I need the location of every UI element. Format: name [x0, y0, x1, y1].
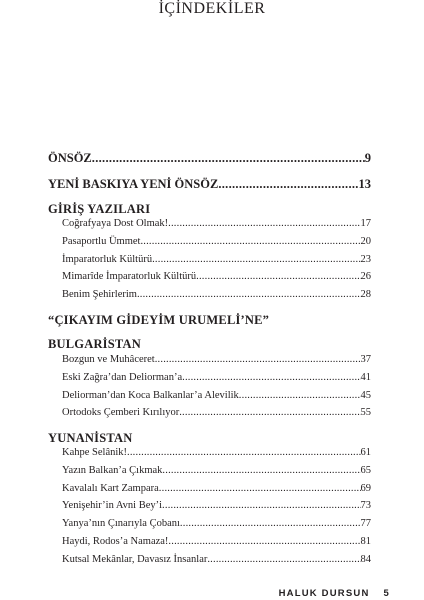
section-heading: “ÇIKAYIM GİDEYİM URUMELİ’NE” — [48, 313, 270, 327]
toc-section-bulgaristan — [48, 337, 371, 352]
dot-leader — [137, 286, 361, 304]
toc-entry[interactable] — [48, 497, 371, 515]
entry-title: Haydi, Rodos’a Namaza! — [62, 535, 169, 547]
toc-entry[interactable] — [48, 515, 371, 533]
entry-title: Pasaportlu Ümmet — [62, 235, 141, 247]
entry-page: 69 — [360, 482, 371, 494]
dot-leader — [127, 444, 360, 462]
dot-leader — [207, 551, 360, 569]
toc-entry-yeni-baskiya[interactable] — [48, 177, 371, 192]
toc-section-bulgaristan-entries — [48, 351, 371, 422]
toc-entry[interactable] — [48, 551, 371, 569]
toc-section-giris-entries — [48, 215, 371, 304]
entry-page: 45 — [360, 389, 371, 401]
entry-title: İmparatorluk Kültürü — [62, 253, 153, 265]
entry-title: Coğrafyaya Dost Olmak! — [62, 218, 169, 229]
dot-leader — [162, 497, 360, 515]
entry-page: 84 — [360, 553, 371, 565]
entry-page: 65 — [360, 464, 371, 476]
entry-page: 17 — [360, 218, 371, 229]
entry-page: 26 — [360, 271, 371, 283]
dot-leader — [180, 515, 361, 533]
toc-entry[interactable] — [48, 462, 371, 480]
toc-entry[interactable] — [48, 233, 371, 251]
entry-title: Mimarîde İmparatorluk Kültürü — [62, 271, 197, 283]
toc-entry[interactable] — [48, 215, 371, 233]
dot-leader — [152, 251, 360, 269]
entry-page: 81 — [360, 535, 371, 547]
toc-entry[interactable] — [48, 268, 371, 286]
dot-leader — [182, 369, 360, 387]
entry-page: 61 — [360, 447, 371, 458]
toc-entry[interactable] — [48, 286, 371, 304]
dot-leader — [168, 215, 360, 233]
dot-leader — [196, 268, 360, 286]
toc-entry[interactable] — [48, 351, 371, 369]
toc-entry[interactable] — [48, 387, 371, 405]
entry-title: Bozgun ve Muhâceret — [62, 354, 155, 365]
entry-title: Kutsal Mekânlar, Davasız İnsanlar — [62, 553, 208, 565]
dot-leader — [140, 233, 360, 251]
entry-page: 41 — [360, 371, 371, 383]
toc-entry[interactable] — [48, 444, 371, 462]
entry-title: Deliorman’dan Koca Balkanlar’a Alevilik — [62, 389, 239, 401]
toc-section-cikayim[interactable] — [48, 313, 371, 328]
entry-title: Kavalalı Kart Zampara — [62, 482, 159, 494]
entry-title: ÖNSÖZ — [48, 151, 92, 165]
page-number: 5 — [383, 588, 390, 599]
page-footer — [279, 588, 390, 599]
dot-leader — [218, 177, 358, 192]
entry-page: 28 — [360, 289, 371, 301]
toc-entry[interactable] — [48, 480, 371, 498]
entry-page: 9 — [364, 151, 371, 165]
entry-page: 23 — [360, 253, 371, 265]
toc-entry[interactable] — [48, 251, 371, 269]
dot-leader — [155, 351, 361, 369]
toc-entry[interactable] — [48, 369, 371, 387]
dot-leader — [179, 404, 360, 422]
entry-page: 77 — [360, 518, 371, 530]
entry-title: Benim Şehirlerim — [62, 289, 137, 301]
page-title: İÇİNDEKİLER — [158, 0, 266, 17]
entry-page: 13 — [358, 177, 371, 191]
entry-title: Eski Zağra’dan Deliorman’a — [62, 371, 183, 383]
section-heading: YUNANİSTAN — [48, 431, 133, 445]
entry-page: 55 — [360, 407, 371, 419]
author-name: HALUK DURSUN — [278, 588, 370, 599]
entry-title: Kahpe Selânik! — [62, 447, 128, 458]
toc-entry[interactable] — [48, 404, 371, 422]
dot-leader — [239, 387, 361, 405]
toc-entry-onsoz[interactable] — [48, 151, 371, 166]
entry-page: 73 — [360, 500, 371, 512]
section-heading: BULGARİSTAN — [48, 337, 141, 351]
entry-title: Yanya’nın Çınarıyla Çobanı — [62, 518, 180, 530]
entry-page: 20 — [360, 235, 371, 247]
entry-title: Yazın Balkan’a Çıkmak — [62, 464, 163, 476]
dot-leader — [159, 480, 361, 498]
dot-leader — [162, 462, 360, 480]
toc-entry[interactable] — [48, 533, 371, 551]
dot-leader — [168, 533, 360, 551]
entry-title: Yenişehir’in Avni Bey’i — [62, 500, 163, 512]
dot-leader — [92, 151, 365, 166]
entry-page: 37 — [360, 354, 371, 365]
entry-title: YENİ BASKIYA YENİ ÖNSÖZ — [48, 177, 219, 191]
section-heading: GİRİŞ YAZILARI — [48, 202, 151, 216]
toc-section-yunanistan-entries — [48, 444, 371, 569]
entry-title: Ortodoks Çemberi Kırılıyor — [62, 407, 180, 419]
